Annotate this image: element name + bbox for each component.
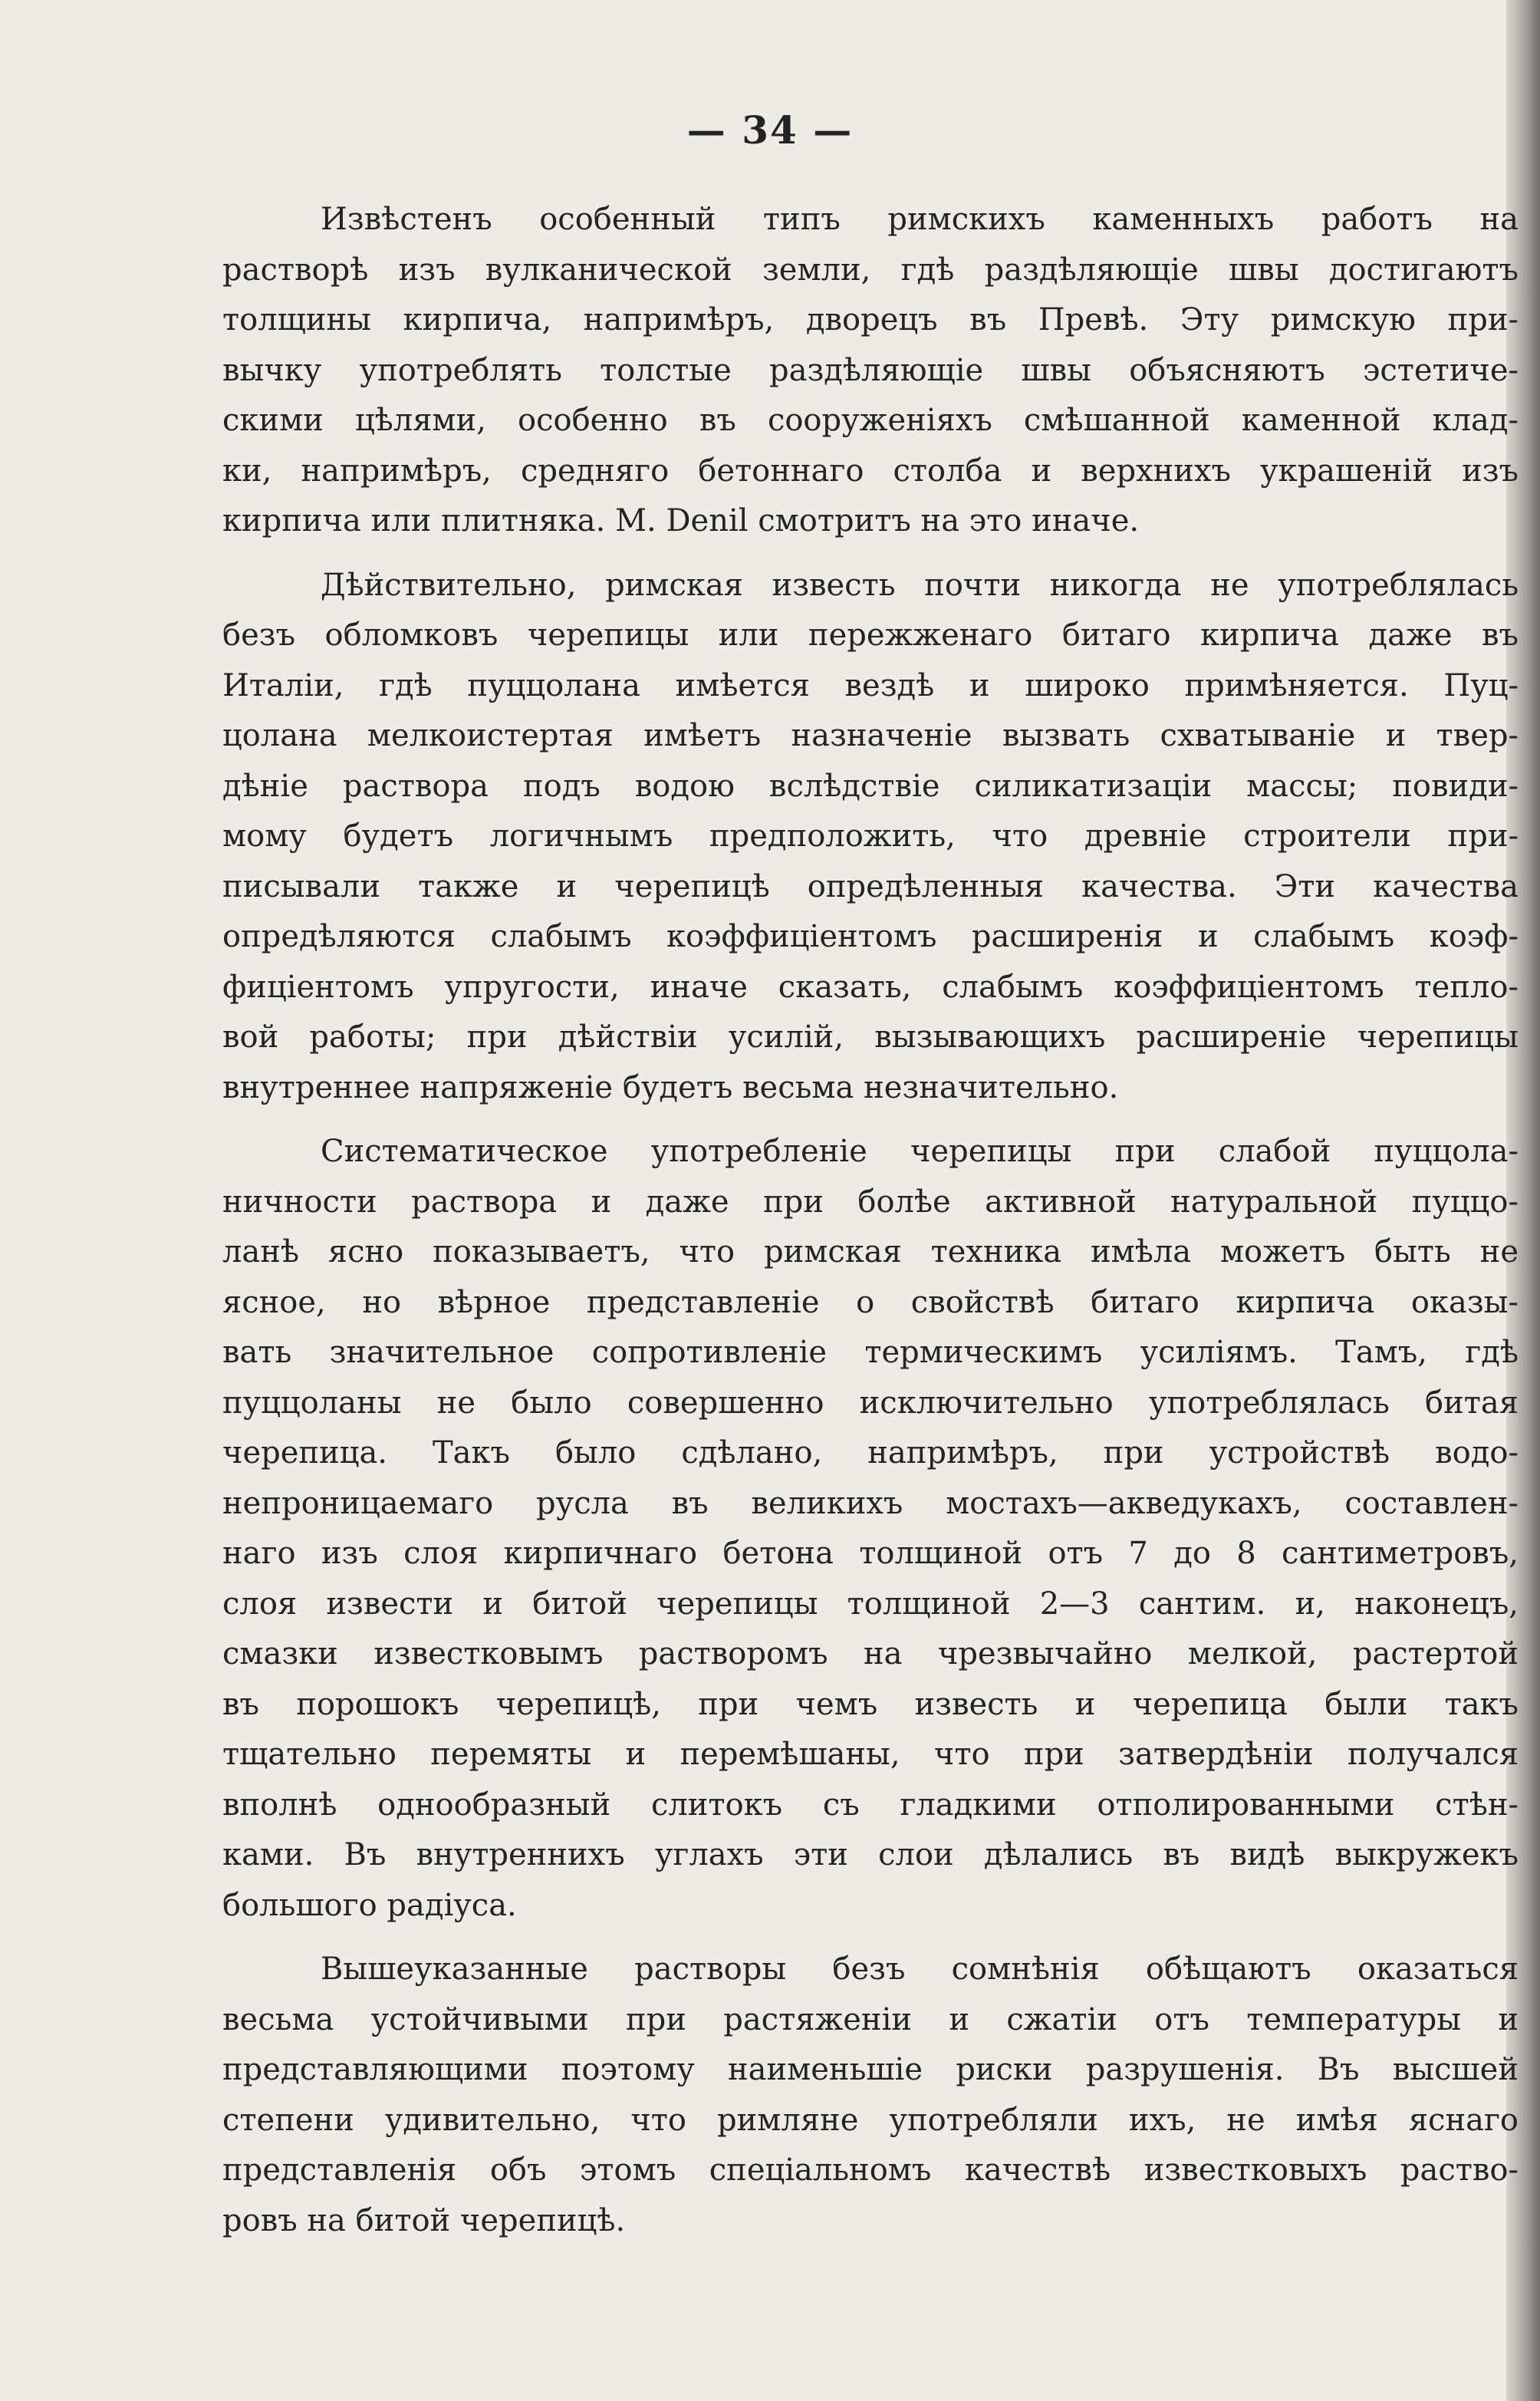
text-line: кирпича или плитняка. M. Denil смотритъ на это иначе. xyxy=(222,503,1140,538)
paragraph xyxy=(222,561,1519,1114)
text-line: слоя извести и битой черепицы толщиной 2—3 сантим. и, наконецъ, xyxy=(222,1586,1519,1622)
text-line: внутреннее напряженіе будетъ весьма незначительно. xyxy=(222,1069,1119,1105)
paragraph xyxy=(222,195,1519,547)
text-line: вой работы; при дѣйствіи усилій, вызывающихъ расширеніе черепицы xyxy=(222,1019,1519,1055)
text-line: скими цѣлями, особенно въ сооруженіяхъ смѣшанной каменной клад- xyxy=(222,403,1519,438)
text-line: вычку употреблять толстые раздѣляющіе швы объясняютъ эстетиче- xyxy=(222,352,1519,388)
text-line: наго изъ слоя кирпичнаго бетона толщиной отъ 7 до 8 сантиметровъ, xyxy=(222,1536,1519,1571)
text-line: представленія объ этомъ спеціальномъ качествѣ известковыхъ раство- xyxy=(222,2152,1519,2188)
text-line: тщательно перемяты и перемѣшаны, что при затвердѣніи получался xyxy=(222,1737,1519,1772)
text-line: ясное, но вѣрное представленіе о свойствѣ битаго кирпича оказы- xyxy=(222,1284,1519,1320)
text-line: непроницаемаго русла въ великихъ мостахъ—акведукахъ, составлен- xyxy=(222,1485,1519,1521)
text-line: мому будетъ логичнымъ предположить, что древніе строители при- xyxy=(222,818,1519,854)
text-line: вать значительное сопротивленіе термическимъ усиліямъ. Тамъ, гдѣ xyxy=(222,1335,1519,1370)
page-number: — 34 — xyxy=(686,107,854,153)
text-line: опредѣляются слабымъ коэффиціентомъ расширенія и слабымъ коэф- xyxy=(222,919,1519,954)
text-line: весьма устойчивыми при растяженіи и сжатіи отъ температуры и xyxy=(222,2001,1519,2037)
text-line: Италіи, гдѣ пуццолана имѣется вездѣ и широко примѣняется. Пуц- xyxy=(222,667,1519,703)
text-line: ланѣ ясно показываетъ, что римская техника имѣла можетъ быть не xyxy=(222,1234,1519,1270)
text-line: писывали также и черепицѣ опредѣленныя качества. Эти качества xyxy=(222,868,1519,904)
text-line: ничности раствора и даже при болѣе активной натуральной пуццо- xyxy=(222,1184,1519,1220)
text-line: вполнѣ однообразный слитокъ съ гладкими отполированными стѣн- xyxy=(222,1787,1519,1823)
text-line: Дѣйствительно, римская известь почти никогда не употреблялась xyxy=(321,567,1519,603)
text-line: большого радіуса. xyxy=(222,1887,517,1923)
text-line: пуццоланы не было совершенно исключительно употреблялась битая xyxy=(222,1385,1519,1421)
body-text xyxy=(222,195,1519,2246)
text-line: смазки известковымъ растворомъ на чрезвычайно мелкой, растертой xyxy=(222,1636,1519,1671)
text-line: Извѣстенъ особенный типъ римскихъ каменныхъ работъ на xyxy=(321,202,1519,237)
text-line: фиціентомъ упругости, иначе сказать, слабымъ коэффиціентомъ тепло- xyxy=(222,969,1519,1005)
text-line: ровъ на битой черепицѣ. xyxy=(222,2202,626,2238)
text-line: толщины кирпича, напримѣръ, дворецъ въ Превѣ. Эту римскую при- xyxy=(222,302,1519,338)
text-line: степени удивительно, что римляне употребляли ихъ, не имѣя яснаго xyxy=(222,2102,1519,2138)
text-line: безъ обломковъ черепицы или пережженаго битаго кирпича даже въ xyxy=(222,618,1519,653)
text-line: черепица. Такъ было сдѣлано, напримѣръ, при устройствѣ водо- xyxy=(222,1435,1519,1471)
text-line: цолана мелкоистертая имѣетъ назначеніе вызвать схватываніе и твер- xyxy=(222,718,1519,753)
text-line: въ порошокъ черепицѣ, при чемъ известь и черепица были такъ xyxy=(222,1686,1519,1722)
text-line: Вышеуказанные растворы безъ сомнѣнія обѣщаютъ оказаться xyxy=(321,1951,1519,1987)
text-line: представляющими поэтому наименьшіе риски разрушенія. Въ высшей xyxy=(222,2052,1519,2087)
text-line: ками. Въ внутреннихъ углахъ эти слои дѣлались въ видѣ выкружекъ xyxy=(222,1837,1519,1872)
text-line: растворѣ изъ вулканической земли, гдѣ раздѣляющіе швы достигаютъ xyxy=(222,252,1519,288)
paragraph xyxy=(222,1127,1519,1931)
paragraph xyxy=(222,1945,1519,2246)
text-line: Систематическое употребленіе черепицы при слабой пуццола- xyxy=(321,1134,1519,1169)
text-line: ки, напримѣръ, средняго бетоннаго столба и верхнихъ украшеній изъ xyxy=(222,453,1519,489)
text-line: дѣніе раствора подъ водою вслѣдствіе силикатизаціи массы; повиди- xyxy=(222,768,1519,804)
